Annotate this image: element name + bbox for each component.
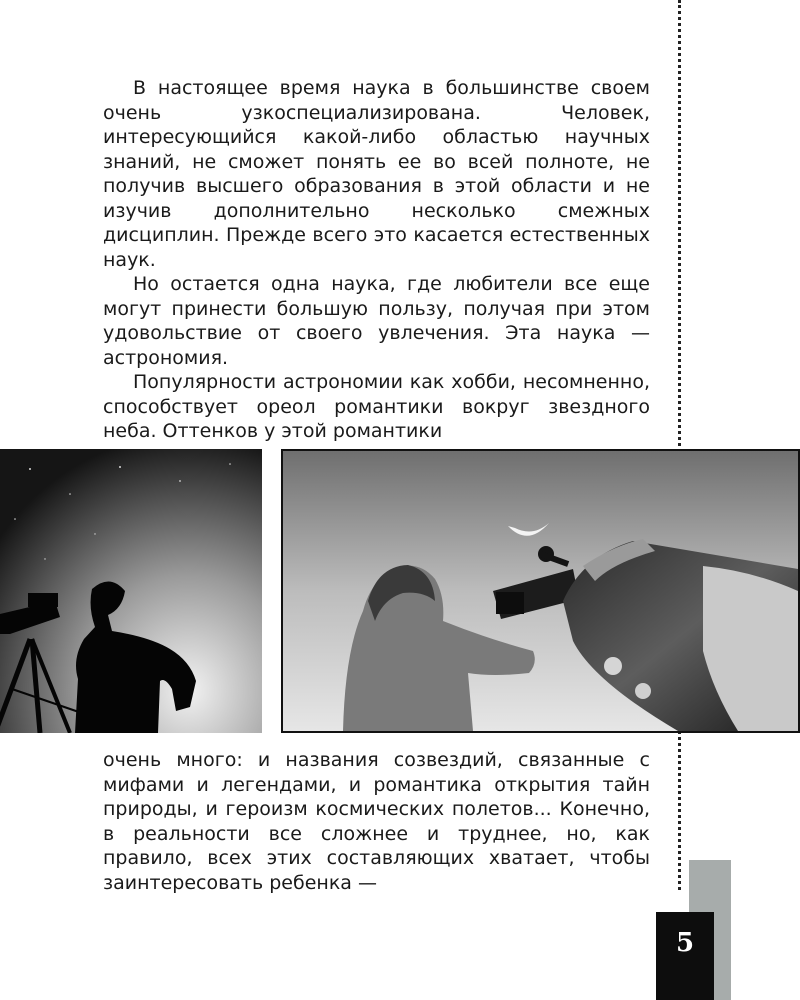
body-text-bottom	[103, 748, 650, 895]
photo-silhouette-telescope	[0, 449, 262, 733]
body-text-top	[103, 76, 650, 444]
page-number: 5	[675, 928, 695, 958]
paragraph-3: Популярности астрономии как хобби, несомненно, способствует ореол романтики вокруг звездного неба. Оттенков у этой романтики	[103, 371, 650, 442]
paragraph-2: Но остается одна наука, где любители все еще могут принести большую пользу, получая при этом удовольствие от своего увлечения. Эта наука — астрономия.	[103, 273, 650, 369]
photo-person-with-telescope	[281, 449, 800, 733]
page-number-tab	[656, 912, 714, 1000]
dotted-margin-rule	[678, 0, 681, 890]
paragraph-1: В настоящее время наука в большинстве своем очень узкоспециализирована. Человек, интересующийся какой-либо областью научных знаний, не сможет понять ее во всей полноте, не получив высшего образования в этой области и не изучив дополнительно несколько смежных дисциплин. Прежде всего это касается естественных наук.	[103, 77, 650, 271]
paragraph-continuation: очень много: и названия созвездий, связанные с мифами и легендами, и романтика открытия тайн природы, и героизм космических полетов... Конечно, в реальности все сложнее и труднее, но, как правило, всех этих составляющих хватает, чтобы заинтересовать ребенка —	[103, 749, 650, 894]
